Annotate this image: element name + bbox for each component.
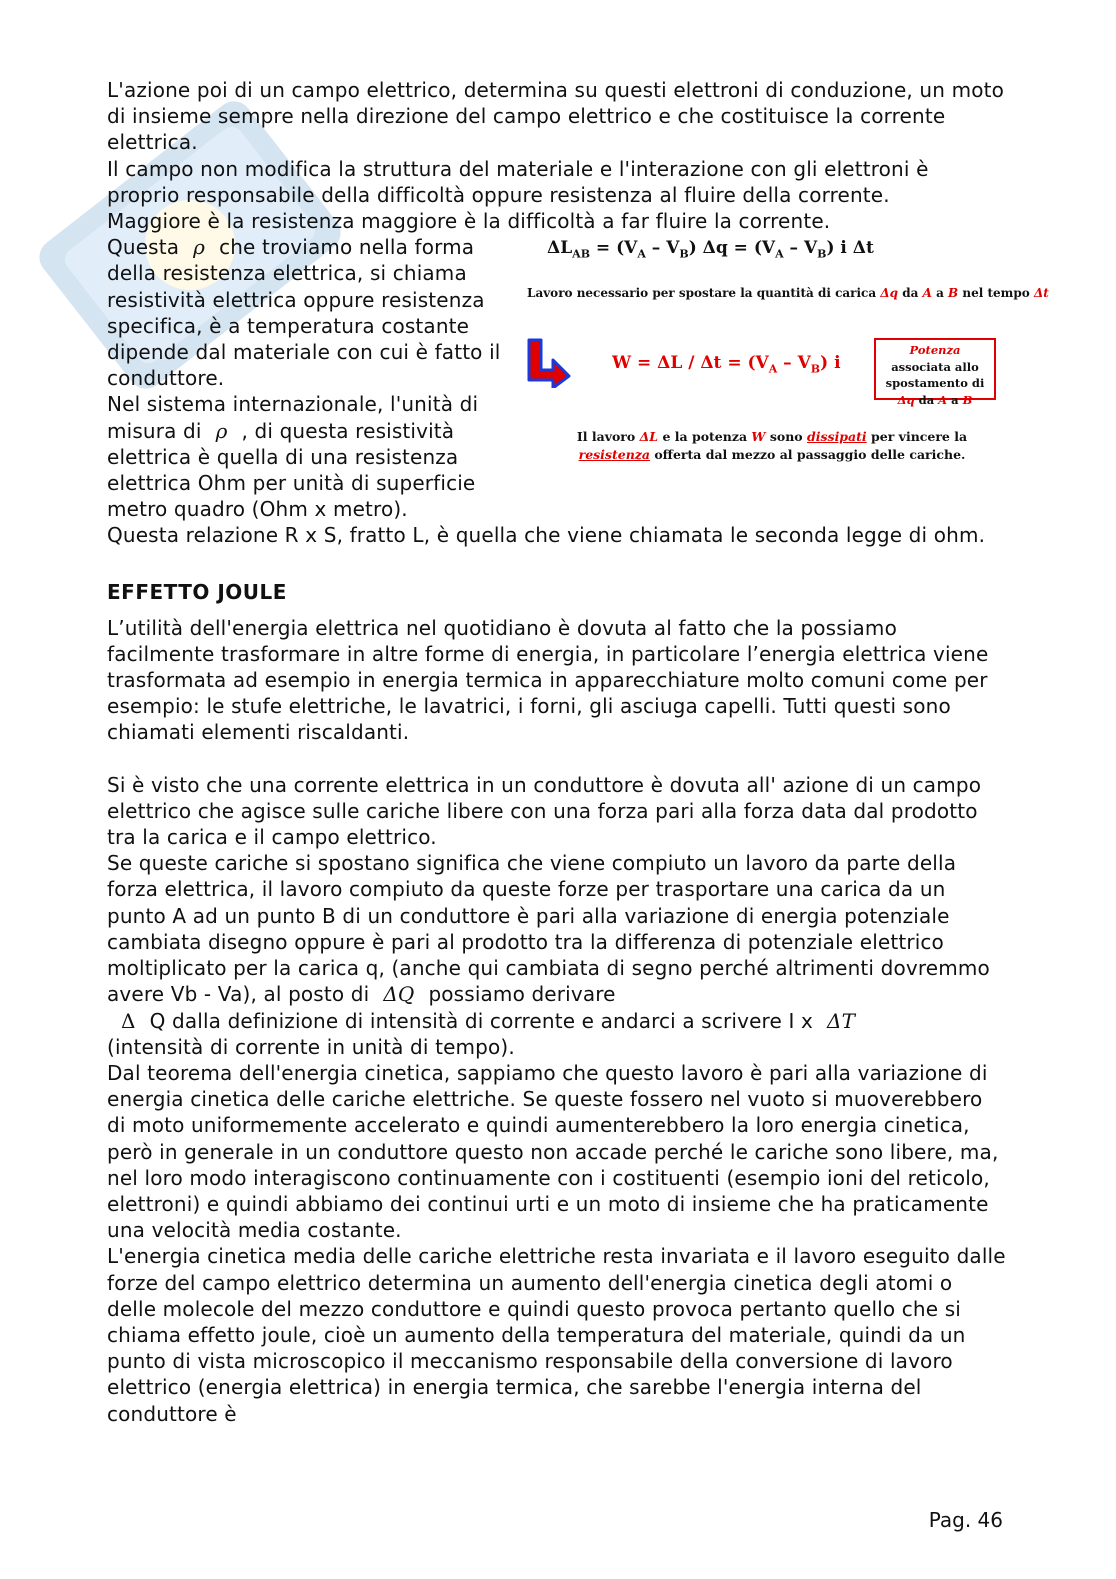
paragraph: Dal teorema dell'energia cinetica, sappiamo che questo lavoro è pari alla variazione di energia cinetica delle cariche elettriche. Se queste fossero nel vuoto si muoverebbero di moto uniformemente accelerato e quindi aumenterebbero la loro energia cinetica, però in generale in un conduttore questo non accade perché le cariche sono libere, ma, nel loro modo interagiscono continuamente con i costituenti (esempio ioni del reticolo, elettroni) e quindi abbiamo dei continui urti e un moto di insieme che ha praticamente una velocità media costante. — [107, 1060, 999, 1243]
section-heading: EFFETTO JOULE — [107, 579, 287, 604]
paragraph: Il campo non modifica la struttura del materiale e l'interazione con gli elettroni è proprio responsabile della difficoltà oppure resistenza al fluire della corrente. — [107, 156, 929, 207]
paragraph: Nel sistema internazionale, l'unità di misura di ρ , di questa resistività elettrica è quella di una resistenza elettrica Ohm per unità di superficie metro quadro (Ohm x metro). — [107, 392, 479, 522]
paragraph: Questa ρ che troviamo nella forma della resistenza elettrica, si chiama resistività elettrica oppure resistenza specifica, è a temperatura costante dipende dal materiale con cui è fatto il conduttore. — [107, 235, 501, 391]
joule-figure — [527, 236, 1049, 482]
turn-arrow-icon — [525, 338, 573, 388]
paragraph: Se queste cariche si spostano significa che viene compiuto un lavoro da parte della forza elettrica, il lavoro compiuto da queste forze per trasportare una carica da un punto A ad un punto B di un conduttore è pari alla variazione di energia potenziale cambiata disegno oppure è pari al prodotto tra la differenza di potenziale elettrico moltiplicato per la carica q, (anche qui cambiata di segno perché altrimenti dovremmo avere Vb - Va), al posto di ΔQ possiamo derivare Δ Q dalla definizione di intensità di corrente e andarci a scrivere I x ΔT (intensità di corrente in unità di tempo). — [107, 851, 990, 1059]
paragraph: Questa relazione R x S, fratto L, è quella che viene chiamata le seconda legge di ohm. — [107, 523, 986, 548]
equation-power: $W = \Delta L / \Delta t = (V_A - V_B)$ i — [612, 353, 841, 376]
paragraph: Maggiore è la resistenza maggiore è la difficoltà a far fluire la corrente. — [107, 209, 831, 234]
paragraph: L’utilità dell'energia elettrica nel quotidiano è dovuta al fatto che la possiamo facilmente trasformare in altre forme di energia, in particolare l’energia elettrica viene trasformata ad esempio in energia termica in apparecchiature molto comuni come per esempio: le stufe elettriche, le lavatrici, i forni, gli asciuga capelli. Tutti questi sono chiamati elementi riscaldanti. — [107, 615, 989, 745]
caption-dissipation: Il lavoro ΔL e la potenza W sono dissipati per vincere la resistenza offerta dal mezzo al passaggio delle cariche. — [576, 429, 968, 463]
paragraph: Si è visto che una corrente elettrica in un conduttore è dovuta all' azione di un campo elettrico che agisce sulle cariche libere con una forza pari alla forza data dal prodotto tra la carica e il campo elettrico. — [107, 772, 982, 850]
equation-work: $\Delta L_{AB} = (V_A - V_B) \Delta q = (V_A - V_B)$ i Δt — [547, 238, 874, 261]
caption-work: Lavoro necessario per spostare la quantità di carica Δq da A a B nel tempo Δt — [527, 286, 1049, 301]
paragraph: L'energia cinetica media delle cariche elettriche resta invariata e il lavoro eseguito dalle forze del campo elettrico determina un aumento dell'energia cinetica degli atomi o delle molecole del mezzo conduttore e quindi questo provoca pertanto quello che si chiama effetto joule, cioè un aumento della temperatura del materiale, quindi da un punto di vista microscopico il meccanismo responsabile della conversione di lavoro elettrico (energia elettrica) in energia termica, che sarebbe l'energia interna del conduttore è — [107, 1244, 1006, 1426]
power-box: Potenza associata allo spostamento di Δq da A a B — [874, 338, 996, 400]
paragraph: L'azione poi di un campo elettrico, determina su questi elettroni di conduzione, un moto di insieme sempre nella direzione del campo elettrico e che costituisce la corrente elettrica. — [107, 78, 1004, 155]
page-content — [107, 77, 1049, 1427]
page-number: Pag. 46 — [928, 1508, 1003, 1532]
